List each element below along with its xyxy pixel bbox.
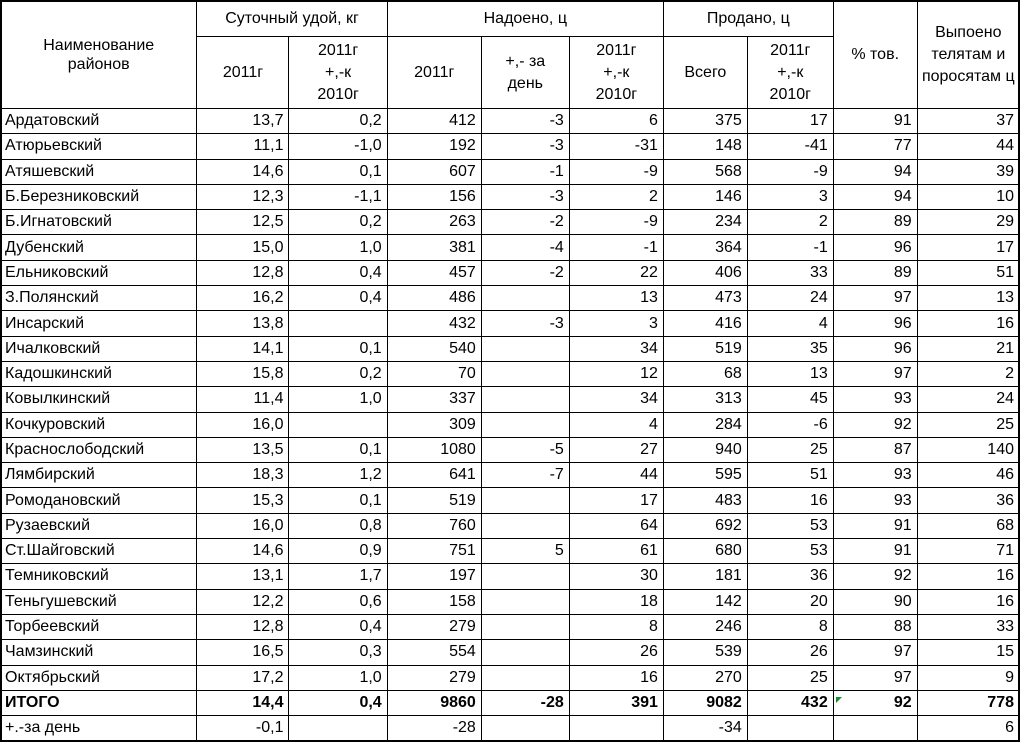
cell-sold-total[interactable]: 473: [663, 286, 747, 311]
cell-milked-vs-2010[interactable]: [569, 716, 663, 741]
cell-district[interactable]: Б.Березниковский: [1, 184, 197, 209]
cell-milked-per-day[interactable]: -4: [481, 235, 569, 260]
cell-milked-2011[interactable]: 641: [387, 463, 481, 488]
header-sold[interactable]: Продано, ц: [663, 1, 833, 37]
cell-yield-2011[interactable]: 15,0: [197, 235, 289, 260]
cell-yield-2011[interactable]: 16,5: [197, 640, 289, 665]
cell-sold-total[interactable]: 181: [663, 564, 747, 589]
cell-sold-vs-2010[interactable]: [747, 716, 833, 741]
cell-comment-marker: [836, 697, 842, 703]
cell-yield-vs-2010[interactable]: 0,1: [289, 159, 387, 184]
cell-sold-vs-2010[interactable]: 25: [747, 665, 833, 690]
cell-milked-vs-2010[interactable]: 30: [569, 564, 663, 589]
header-milked-per-day[interactable]: +,- за день: [481, 37, 569, 109]
table-row: [1, 361, 1020, 386]
cell-yield-vs-2010[interactable]: 0,1: [289, 488, 387, 513]
cell-milked-vs-2010[interactable]: 13: [569, 286, 663, 311]
cell-yield-2011[interactable]: 11,4: [197, 387, 289, 412]
header-pct-marketable[interactable]: % тов.: [833, 1, 917, 109]
table-row: [1, 260, 1020, 285]
cell-fed-to-calves[interactable]: 778: [917, 690, 1019, 715]
cell-milked-2011[interactable]: 192: [387, 134, 481, 159]
cell-district[interactable]: Лямбирский: [1, 463, 197, 488]
cell-district[interactable]: Ромодановский: [1, 488, 197, 513]
header-district-name[interactable]: Наименование районов: [1, 1, 197, 109]
cell-milked-2011[interactable]: 156: [387, 184, 481, 209]
cell-yield-2011[interactable]: 12,2: [197, 589, 289, 614]
cell-fed-to-calves[interactable]: 16: [917, 311, 1019, 336]
cell-yield-vs-2010[interactable]: 0,2: [289, 361, 387, 386]
cell-sold-vs-2010[interactable]: 13: [747, 361, 833, 386]
cell-district[interactable]: Б.Игнатовский: [1, 210, 197, 235]
cell-sold-vs-2010[interactable]: 24: [747, 286, 833, 311]
cell-milked-vs-2010[interactable]: 61: [569, 539, 663, 564]
cell-fed-to-calves[interactable]: 9: [917, 665, 1019, 690]
table-row: [1, 437, 1020, 462]
header-milked[interactable]: Надоено, ц: [387, 1, 663, 37]
cell-yield-2011[interactable]: 15,3: [197, 488, 289, 513]
cell-milked-2011[interactable]: 457: [387, 260, 481, 285]
cell-milked-vs-2010[interactable]: 17: [569, 488, 663, 513]
cell-district[interactable]: Атяшевский: [1, 159, 197, 184]
cell-sold-total[interactable]: 148: [663, 134, 747, 159]
cell-milked-2011[interactable]: 279: [387, 614, 481, 639]
cell-milked-per-day[interactable]: -2: [481, 260, 569, 285]
cell-district[interactable]: Торбеевский: [1, 614, 197, 639]
cell-fed-to-calves[interactable]: 17: [917, 235, 1019, 260]
cell-milked-2011[interactable]: 381: [387, 235, 481, 260]
cell-pct-marketable[interactable]: 89: [833, 210, 917, 235]
cell-milked-per-day[interactable]: [481, 513, 569, 538]
cell-milked-vs-2010[interactable]: 4: [569, 412, 663, 437]
cell-district[interactable]: Атюрьевский: [1, 134, 197, 159]
cell-pct-marketable[interactable]: 88: [833, 614, 917, 639]
cell-yield-vs-2010[interactable]: 0,1: [289, 336, 387, 361]
table-row: [1, 109, 1020, 134]
header-sold-vs-2010[interactable]: 2011г +,-к 2010г: [747, 37, 833, 109]
table-row: [1, 134, 1020, 159]
cell-yield-vs-2010[interactable]: 1,2: [289, 463, 387, 488]
cell-milked-vs-2010[interactable]: 27: [569, 437, 663, 462]
cell-sold-total[interactable]: 146: [663, 184, 747, 209]
cell-pct-marketable[interactable]: 94: [833, 184, 917, 209]
cell-district[interactable]: Ковылкинский: [1, 387, 197, 412]
cell-sold-vs-2010[interactable]: 4: [747, 311, 833, 336]
cell-sold-vs-2010[interactable]: 33: [747, 260, 833, 285]
cell-district[interactable]: Кочкуровский: [1, 412, 197, 437]
cell-yield-vs-2010[interactable]: 0,2: [289, 109, 387, 134]
cell-milked-per-day[interactable]: 5: [481, 539, 569, 564]
cell-sold-total[interactable]: 270: [663, 665, 747, 690]
cell-district[interactable]: Ст.Шайговский: [1, 539, 197, 564]
cell-sold-total[interactable]: 246: [663, 614, 747, 639]
cell-district[interactable]: Ардатовский: [1, 109, 197, 134]
cell-yield-2011[interactable]: 13,7: [197, 109, 289, 134]
cell-milked-vs-2010[interactable]: 34: [569, 387, 663, 412]
cell-milked-2011[interactable]: 554: [387, 640, 481, 665]
cell-pct-marketable[interactable]: 77: [833, 134, 917, 159]
cell-milked-2011[interactable]: 263: [387, 210, 481, 235]
cell-pct-marketable[interactable]: [833, 716, 917, 741]
header-daily-yield[interactable]: Суточный удой, кг: [197, 1, 387, 37]
cell-milked-per-day[interactable]: [481, 589, 569, 614]
cell-milked-vs-2010[interactable]: 64: [569, 513, 663, 538]
cell-milked-per-day[interactable]: [481, 336, 569, 361]
cell-yield-vs-2010[interactable]: 1,0: [289, 665, 387, 690]
cell-sold-total[interactable]: 539: [663, 640, 747, 665]
cell-sold-vs-2010[interactable]: 16: [747, 488, 833, 513]
cell-fed-to-calves[interactable]: 29: [917, 210, 1019, 235]
cell-yield-vs-2010[interactable]: -1,1: [289, 184, 387, 209]
cell-sold-vs-2010[interactable]: 2: [747, 210, 833, 235]
cell-sold-total[interactable]: 9082: [663, 690, 747, 715]
cell-yield-2011[interactable]: 13,1: [197, 564, 289, 589]
cell-sold-total[interactable]: 142: [663, 589, 747, 614]
table-row: [1, 336, 1020, 361]
cell-district[interactable]: Ельниковский: [1, 260, 197, 285]
cell-district[interactable]: З.Полянский: [1, 286, 197, 311]
cell-sold-vs-2010[interactable]: 53: [747, 539, 833, 564]
cell-yield-vs-2010[interactable]: 0,6: [289, 589, 387, 614]
cell-yield-vs-2010[interactable]: 0,9: [289, 539, 387, 564]
cell-milked-2011[interactable]: 432: [387, 311, 481, 336]
cell-sold-total[interactable]: 68: [663, 361, 747, 386]
cell-yield-2011[interactable]: 13,8: [197, 311, 289, 336]
cell-fed-to-calves[interactable]: 71: [917, 539, 1019, 564]
cell-fed-to-calves[interactable]: 68: [917, 513, 1019, 538]
cell-sold-total[interactable]: 595: [663, 463, 747, 488]
cell-fed-to-calves[interactable]: 51: [917, 260, 1019, 285]
cell-district[interactable]: Октябрьский: [1, 665, 197, 690]
cell-pct-marketable[interactable]: 91: [833, 513, 917, 538]
cell-fed-to-calves[interactable]: 15: [917, 640, 1019, 665]
cell-sold-vs-2010[interactable]: 53: [747, 513, 833, 538]
cell-sold-vs-2010[interactable]: 20: [747, 589, 833, 614]
cell-yield-2011[interactable]: 13,5: [197, 437, 289, 462]
cell-sold-vs-2010[interactable]: -9: [747, 159, 833, 184]
cell-yield-vs-2010[interactable]: 0,4: [289, 260, 387, 285]
cell-yield-2011[interactable]: 11,1: [197, 134, 289, 159]
cell-yield-vs-2010[interactable]: [289, 311, 387, 336]
cell-yield-2011[interactable]: 16,2: [197, 286, 289, 311]
table-row: [1, 513, 1020, 538]
cell-yield-2011[interactable]: 12,3: [197, 184, 289, 209]
cell-yield-vs-2010[interactable]: 0,8: [289, 513, 387, 538]
cell-yield-2011[interactable]: 12,5: [197, 210, 289, 235]
cell-fed-to-calves[interactable]: 24: [917, 387, 1019, 412]
cell-yield-vs-2010[interactable]: 1,0: [289, 387, 387, 412]
cell-pct-marketable[interactable]: 92: [833, 564, 917, 589]
cell-milked-2011[interactable]: 607: [387, 159, 481, 184]
cell-milked-2011[interactable]: 486: [387, 286, 481, 311]
table-row: [1, 614, 1020, 639]
cell-pct-marketable[interactable]: 97: [833, 286, 917, 311]
cell-milked-2011[interactable]: 9860: [387, 690, 481, 715]
header-yield-2011[interactable]: 2011г: [197, 37, 289, 109]
per-day-row: [1, 716, 1020, 741]
cell-yield-vs-2010[interactable]: -1,0: [289, 134, 387, 159]
cell-sold-total[interactable]: 284: [663, 412, 747, 437]
cell-yield-vs-2010[interactable]: 1,0: [289, 235, 387, 260]
cell-sold-total[interactable]: 375: [663, 109, 747, 134]
cell-fed-to-calves[interactable]: 46: [917, 463, 1019, 488]
cell-milked-vs-2010[interactable]: -31: [569, 134, 663, 159]
cell-milked-per-day[interactable]: [481, 488, 569, 513]
cell-yield-2011[interactable]: -0,1: [197, 716, 289, 741]
cell-milked-per-day[interactable]: -2: [481, 210, 569, 235]
table-row: [1, 589, 1020, 614]
cell-fed-to-calves[interactable]: 21: [917, 336, 1019, 361]
cell-yield-2011[interactable]: 14,6: [197, 539, 289, 564]
cell-milked-vs-2010[interactable]: -1: [569, 235, 663, 260]
cell-district[interactable]: Инсарский: [1, 311, 197, 336]
cell-fed-to-calves[interactable]: 44: [917, 134, 1019, 159]
cell-yield-2011[interactable]: 16,0: [197, 412, 289, 437]
cell-district[interactable]: Чамзинский: [1, 640, 197, 665]
cell-milked-vs-2010[interactable]: 18: [569, 589, 663, 614]
cell-milked-per-day[interactable]: [481, 387, 569, 412]
cell-milked-per-day[interactable]: -3: [481, 184, 569, 209]
cell-district[interactable]: Рузаевский: [1, 513, 197, 538]
cell-pct-marketable[interactable]: 97: [833, 361, 917, 386]
cell-district[interactable]: Кадошкинский: [1, 361, 197, 386]
cell-yield-2011[interactable]: 12,8: [197, 614, 289, 639]
cell-fed-to-calves[interactable]: 36: [917, 488, 1019, 513]
cell-milked-2011[interactable]: 197: [387, 564, 481, 589]
cell-sold-total[interactable]: 364: [663, 235, 747, 260]
cell-milked-per-day[interactable]: [481, 564, 569, 589]
cell-sold-vs-2010[interactable]: 36: [747, 564, 833, 589]
cell-milked-per-day[interactable]: -3: [481, 134, 569, 159]
cell-milked-2011[interactable]: 158: [387, 589, 481, 614]
table-row: [1, 463, 1020, 488]
cell-fed-to-calves[interactable]: 6: [917, 716, 1019, 741]
cell-milked-vs-2010[interactable]: 6: [569, 109, 663, 134]
cell-district[interactable]: Теньгушевский: [1, 589, 197, 614]
cell-yield-2011[interactable]: 14,1: [197, 336, 289, 361]
cell-pct-marketable[interactable]: 96: [833, 336, 917, 361]
table-row: [1, 184, 1020, 209]
header-milked-vs-2010[interactable]: 2011г +,-к 2010г: [569, 37, 663, 109]
cell-fed-to-calves[interactable]: 13: [917, 286, 1019, 311]
cell-district[interactable]: Дубенский: [1, 235, 197, 260]
cell-sold-vs-2010[interactable]: 26: [747, 640, 833, 665]
cell-fed-to-calves[interactable]: 33: [917, 614, 1019, 639]
cell-sold-vs-2010[interactable]: -6: [747, 412, 833, 437]
cell-fed-to-calves[interactable]: 39: [917, 159, 1019, 184]
cell-sold-total[interactable]: 519: [663, 336, 747, 361]
cell-sold-total[interactable]: 680: [663, 539, 747, 564]
cell-milked-vs-2010[interactable]: 8: [569, 614, 663, 639]
table-row: [1, 564, 1020, 589]
cell-milked-per-day[interactable]: [481, 665, 569, 690]
cell-yield-2011[interactable]: 14,6: [197, 159, 289, 184]
cell-pct-marketable[interactable]: 89: [833, 260, 917, 285]
cell-sold-total[interactable]: 234: [663, 210, 747, 235]
cell-milked-per-day[interactable]: -5: [481, 437, 569, 462]
cell-district[interactable]: Ичалковский: [1, 336, 197, 361]
cell-milked-per-day[interactable]: [481, 640, 569, 665]
cell-sold-total[interactable]: 940: [663, 437, 747, 462]
cell-sold-total[interactable]: 416: [663, 311, 747, 336]
header-fed-to-calves[interactable]: Выпоено телятам и поросятам ц: [917, 1, 1019, 109]
cell-yield-vs-2010[interactable]: 0,1: [289, 437, 387, 462]
cell-milked-vs-2010[interactable]: -9: [569, 210, 663, 235]
cell-yield-vs-2010[interactable]: 0,4: [289, 286, 387, 311]
cell-milked-per-day[interactable]: [481, 614, 569, 639]
cell-sold-total[interactable]: 692: [663, 513, 747, 538]
cell-pct-marketable[interactable]: 97: [833, 640, 917, 665]
cell-district[interactable]: Краснослободский: [1, 437, 197, 462]
cell-sold-total[interactable]: 406: [663, 260, 747, 285]
cell-sold-vs-2010[interactable]: 35: [747, 336, 833, 361]
cell-sold-total[interactable]: -34: [663, 716, 747, 741]
cell-milked-2011[interactable]: 519: [387, 488, 481, 513]
cell-pct-marketable[interactable]: 87: [833, 437, 917, 462]
cell-sold-vs-2010[interactable]: 432: [747, 690, 833, 715]
cell-milked-2011[interactable]: 412: [387, 109, 481, 134]
cell-pct-marketable[interactable]: 90: [833, 589, 917, 614]
cell-milked-per-day[interactable]: -3: [481, 311, 569, 336]
cell-milked-vs-2010[interactable]: 12: [569, 361, 663, 386]
cell-milked-per-day[interactable]: [481, 716, 569, 741]
cell-milked-vs-2010[interactable]: 22: [569, 260, 663, 285]
cell-fed-to-calves[interactable]: 16: [917, 589, 1019, 614]
cell-district[interactable]: Темниковский: [1, 564, 197, 589]
cell-milked-2011[interactable]: 70: [387, 361, 481, 386]
cell-yield-2011[interactable]: 15,8: [197, 361, 289, 386]
table-row: [1, 539, 1020, 564]
cell-yield-vs-2010[interactable]: 0,4: [289, 614, 387, 639]
cell-yield-vs-2010[interactable]: 1,7: [289, 564, 387, 589]
cell-yield-2011[interactable]: 18,3: [197, 463, 289, 488]
cell-fed-to-calves[interactable]: 16: [917, 564, 1019, 589]
cell-pct-marketable[interactable]: 92: [833, 412, 917, 437]
cell-milked-per-day[interactable]: -28: [481, 690, 569, 715]
table-row: [1, 311, 1020, 336]
cell-fed-to-calves[interactable]: 25: [917, 412, 1019, 437]
header-yield-vs-2010[interactable]: 2011г +,-к 2010г: [289, 37, 387, 109]
cell-milked-per-day[interactable]: [481, 286, 569, 311]
cell-milked-vs-2010[interactable]: -9: [569, 159, 663, 184]
cell-sold-total[interactable]: 568: [663, 159, 747, 184]
cell-milked-2011[interactable]: 1080: [387, 437, 481, 462]
cell-sold-vs-2010[interactable]: 3: [747, 184, 833, 209]
cell-fed-to-calves[interactable]: 37: [917, 109, 1019, 134]
cell-milked-vs-2010[interactable]: 2: [569, 184, 663, 209]
cell-milked-vs-2010[interactable]: 26: [569, 640, 663, 665]
cell-district[interactable]: +.-за день: [1, 716, 197, 741]
cell-pct-marketable[interactable]: 96: [833, 311, 917, 336]
cell-yield-vs-2010[interactable]: [289, 412, 387, 437]
cell-pct-marketable[interactable]: 91: [833, 539, 917, 564]
cell-pct-marketable[interactable]: 93: [833, 387, 917, 412]
cell-sold-vs-2010[interactable]: 25: [747, 437, 833, 462]
table-row: [1, 640, 1020, 665]
cell-pct-marketable[interactable]: 97: [833, 665, 917, 690]
cell-milked-per-day[interactable]: -1: [481, 159, 569, 184]
cell-pct-marketable[interactable]: 92: [833, 690, 917, 715]
cell-pct-marketable[interactable]: 93: [833, 463, 917, 488]
table-row: [1, 488, 1020, 513]
cell-yield-vs-2010[interactable]: 0,4: [289, 690, 387, 715]
table-row: [1, 387, 1020, 412]
cell-sold-vs-2010[interactable]: 51: [747, 463, 833, 488]
cell-pct-marketable[interactable]: 93: [833, 488, 917, 513]
cell-yield-2011[interactable]: 16,0: [197, 513, 289, 538]
cell-sold-total[interactable]: 483: [663, 488, 747, 513]
total-row: [1, 690, 1020, 715]
cell-pct-marketable[interactable]: 96: [833, 235, 917, 260]
cell-milked-2011[interactable]: 540: [387, 336, 481, 361]
cell-milked-per-day[interactable]: [481, 361, 569, 386]
cell-milked-vs-2010[interactable]: 34: [569, 336, 663, 361]
cell-milked-2011[interactable]: 760: [387, 513, 481, 538]
table-row: [1, 210, 1020, 235]
cell-milked-per-day[interactable]: -7: [481, 463, 569, 488]
cell-sold-vs-2010[interactable]: 8: [747, 614, 833, 639]
cell-milked-vs-2010[interactable]: 391: [569, 690, 663, 715]
cell-fed-to-calves[interactable]: 10: [917, 184, 1019, 209]
cell-sold-vs-2010[interactable]: 17: [747, 109, 833, 134]
cell-yield-2011[interactable]: 14,4: [197, 690, 289, 715]
cell-sold-vs-2010[interactable]: -1: [747, 235, 833, 260]
cell-milked-vs-2010[interactable]: 44: [569, 463, 663, 488]
cell-fed-to-calves[interactable]: 140: [917, 437, 1019, 462]
cell-milked-per-day[interactable]: [481, 412, 569, 437]
cell-milked-2011[interactable]: 337: [387, 387, 481, 412]
cell-milked-vs-2010[interactable]: 3: [569, 311, 663, 336]
cell-milked-2011[interactable]: -28: [387, 716, 481, 741]
cell-pct-marketable[interactable]: 91: [833, 109, 917, 134]
cell-sold-vs-2010[interactable]: -41: [747, 134, 833, 159]
table-row: [1, 665, 1020, 690]
table-row: [1, 286, 1020, 311]
cell-milked-2011[interactable]: 279: [387, 665, 481, 690]
cell-sold-vs-2010[interactable]: 45: [747, 387, 833, 412]
table-row: [1, 412, 1020, 437]
cell-yield-2011[interactable]: 12,8: [197, 260, 289, 285]
table-row: [1, 159, 1020, 184]
cell-yield-vs-2010[interactable]: 0,3: [289, 640, 387, 665]
cell-yield-vs-2010[interactable]: [289, 716, 387, 741]
cell-milked-vs-2010[interactable]: 16: [569, 665, 663, 690]
table-row: [1, 235, 1020, 260]
cell-sold-total[interactable]: 313: [663, 387, 747, 412]
cell-milked-2011[interactable]: 309: [387, 412, 481, 437]
cell-pct-marketable[interactable]: 94: [833, 159, 917, 184]
cell-milked-per-day[interactable]: -3: [481, 109, 569, 134]
header-milked-2011[interactable]: 2011г: [387, 37, 481, 109]
cell-district[interactable]: ИТОГО: [1, 690, 197, 715]
cell-yield-vs-2010[interactable]: 0,2: [289, 210, 387, 235]
header-sold-total[interactable]: Всего: [663, 37, 747, 109]
cell-fed-to-calves[interactable]: 2: [917, 361, 1019, 386]
cell-yield-2011[interactable]: 17,2: [197, 665, 289, 690]
cell-milked-2011[interactable]: 751: [387, 539, 481, 564]
